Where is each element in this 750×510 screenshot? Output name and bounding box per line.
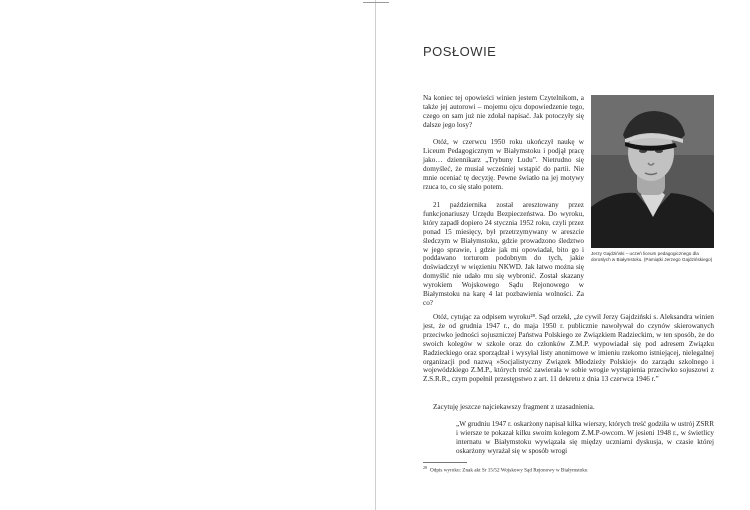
right-page xyxy=(423,0,713,510)
chapter-title: POSŁOWIE xyxy=(423,44,497,59)
footnote-text: Odpis wyroku: Znak akt Sr 15/52 Wojskowy Sąd Rejonowy w Białymstoku xyxy=(430,467,588,474)
paragraph-4: Otóż, cytując za odpisem wyroku²⁸. Sąd orzekł, „że cywil Jerzy Gajdziński s. Aleksandra winien jest, że od grudnia 1947 r., do maja 1950 r. publicznie nawoływał do czynów skierowanych przeciwko jedności sojuszniczej Państwa Polskiego ze Związkiem Radzieckim, w ten sposób, że do swoich kolegów w szkole oraz do członków Z.M.P. wypowiadał się pod adresem Związku Radzieckiego oraz sporządzał i wysyłał listy anonimowe w imieniu rzekomo istniejącej, nielegalnej organizacji pod nazwą »Socjalistyczny Związek Młodzieży Polskiej« do zarządu szkolnego i wojewódzkiego Z.M.P., których treść zawierała w sobie wrogie wystąpienia przeciwko sojuszowi z Z.S.R.R., czym popełnił przestępstwo z art. 11 dekretu z dnia 13 czerwca 1946 r.” xyxy=(423,313,714,384)
footnote xyxy=(423,465,587,474)
paragraph-1: Na koniec tej opowieści winien jestem Czytelnikom, a także jej autorowi – mojemu ojcu dopowiedzenie tego, czego on sam już nie zdołał napisać. Jak potoczyły się dalsze jego losy? xyxy=(423,94,584,129)
book-gutter-line xyxy=(375,0,376,510)
paragraph-3: 21 października został aresztowany przez funkcjonariuszy Urzędu Bezpieczeństwa. Do wyroku, który zapadł dopiero 24 stycznia 1952 roku, czyli przez ponad 15 miesięcy, był przetrzymywany w areszcie śledczym w Białymstoku, gdzie prowadzono śledztwo w jego sprawie, i gdzie jak mi opowiadał, bito go i poddawano torturom podobnym do tych, jakie doświadczył w więzieniu NKWD. Jak łatwo można się domyślić nie udało mu się wybronić. Został skazany wyrokiem Wojskowego Sądu Rejonowego w Białymstoku na karę 4 lat pozbawienia wolności. Za co? xyxy=(423,201,584,307)
footnote-rule xyxy=(423,462,467,463)
photo-caption: Jerzy Gajdziński – uczeń liceum pedagogicznego dla dorosłych w Białymstoku. (Pamiątki Jerzego Gajdzińskiego) xyxy=(591,251,713,262)
portrait-photo xyxy=(591,95,714,248)
gutter-tick-mark xyxy=(363,2,389,3)
footnote-number: 28 xyxy=(423,465,427,470)
paragraph-5: Zacytuję jeszcze najciekawszy fragment z uzasadnienia. xyxy=(433,403,595,411)
paragraph-2: Otóż, w czerwcu 1950 roku ukończył naukę w Liceum Pedagogicznym w Białymstoku i podjął pracę jako… dziennikarz „Trybuny Ludu”. Nietrudno się domyśleć, że musiał wcześniej wstąpić do partii. Nie mnie oceniać tę decyzję. Pewne światło na jej motywy rzuca to, co się stało potem. xyxy=(423,138,584,191)
court-quote: „W grudniu 1947 r. oskarżony napisał kilka wierszy, których treść godziła w ustrój ZSRR i wiersze te pokazał kilku swoim kolegom Z.M.P-owcom. W jesieni 1948 r., w świetlicy internatu w Białymstoku wywiązała się między uczniami dyskusja, w czasie której oskarżony wyrażał się w sposób wrogi xyxy=(456,420,714,455)
portrait-image xyxy=(591,95,714,248)
